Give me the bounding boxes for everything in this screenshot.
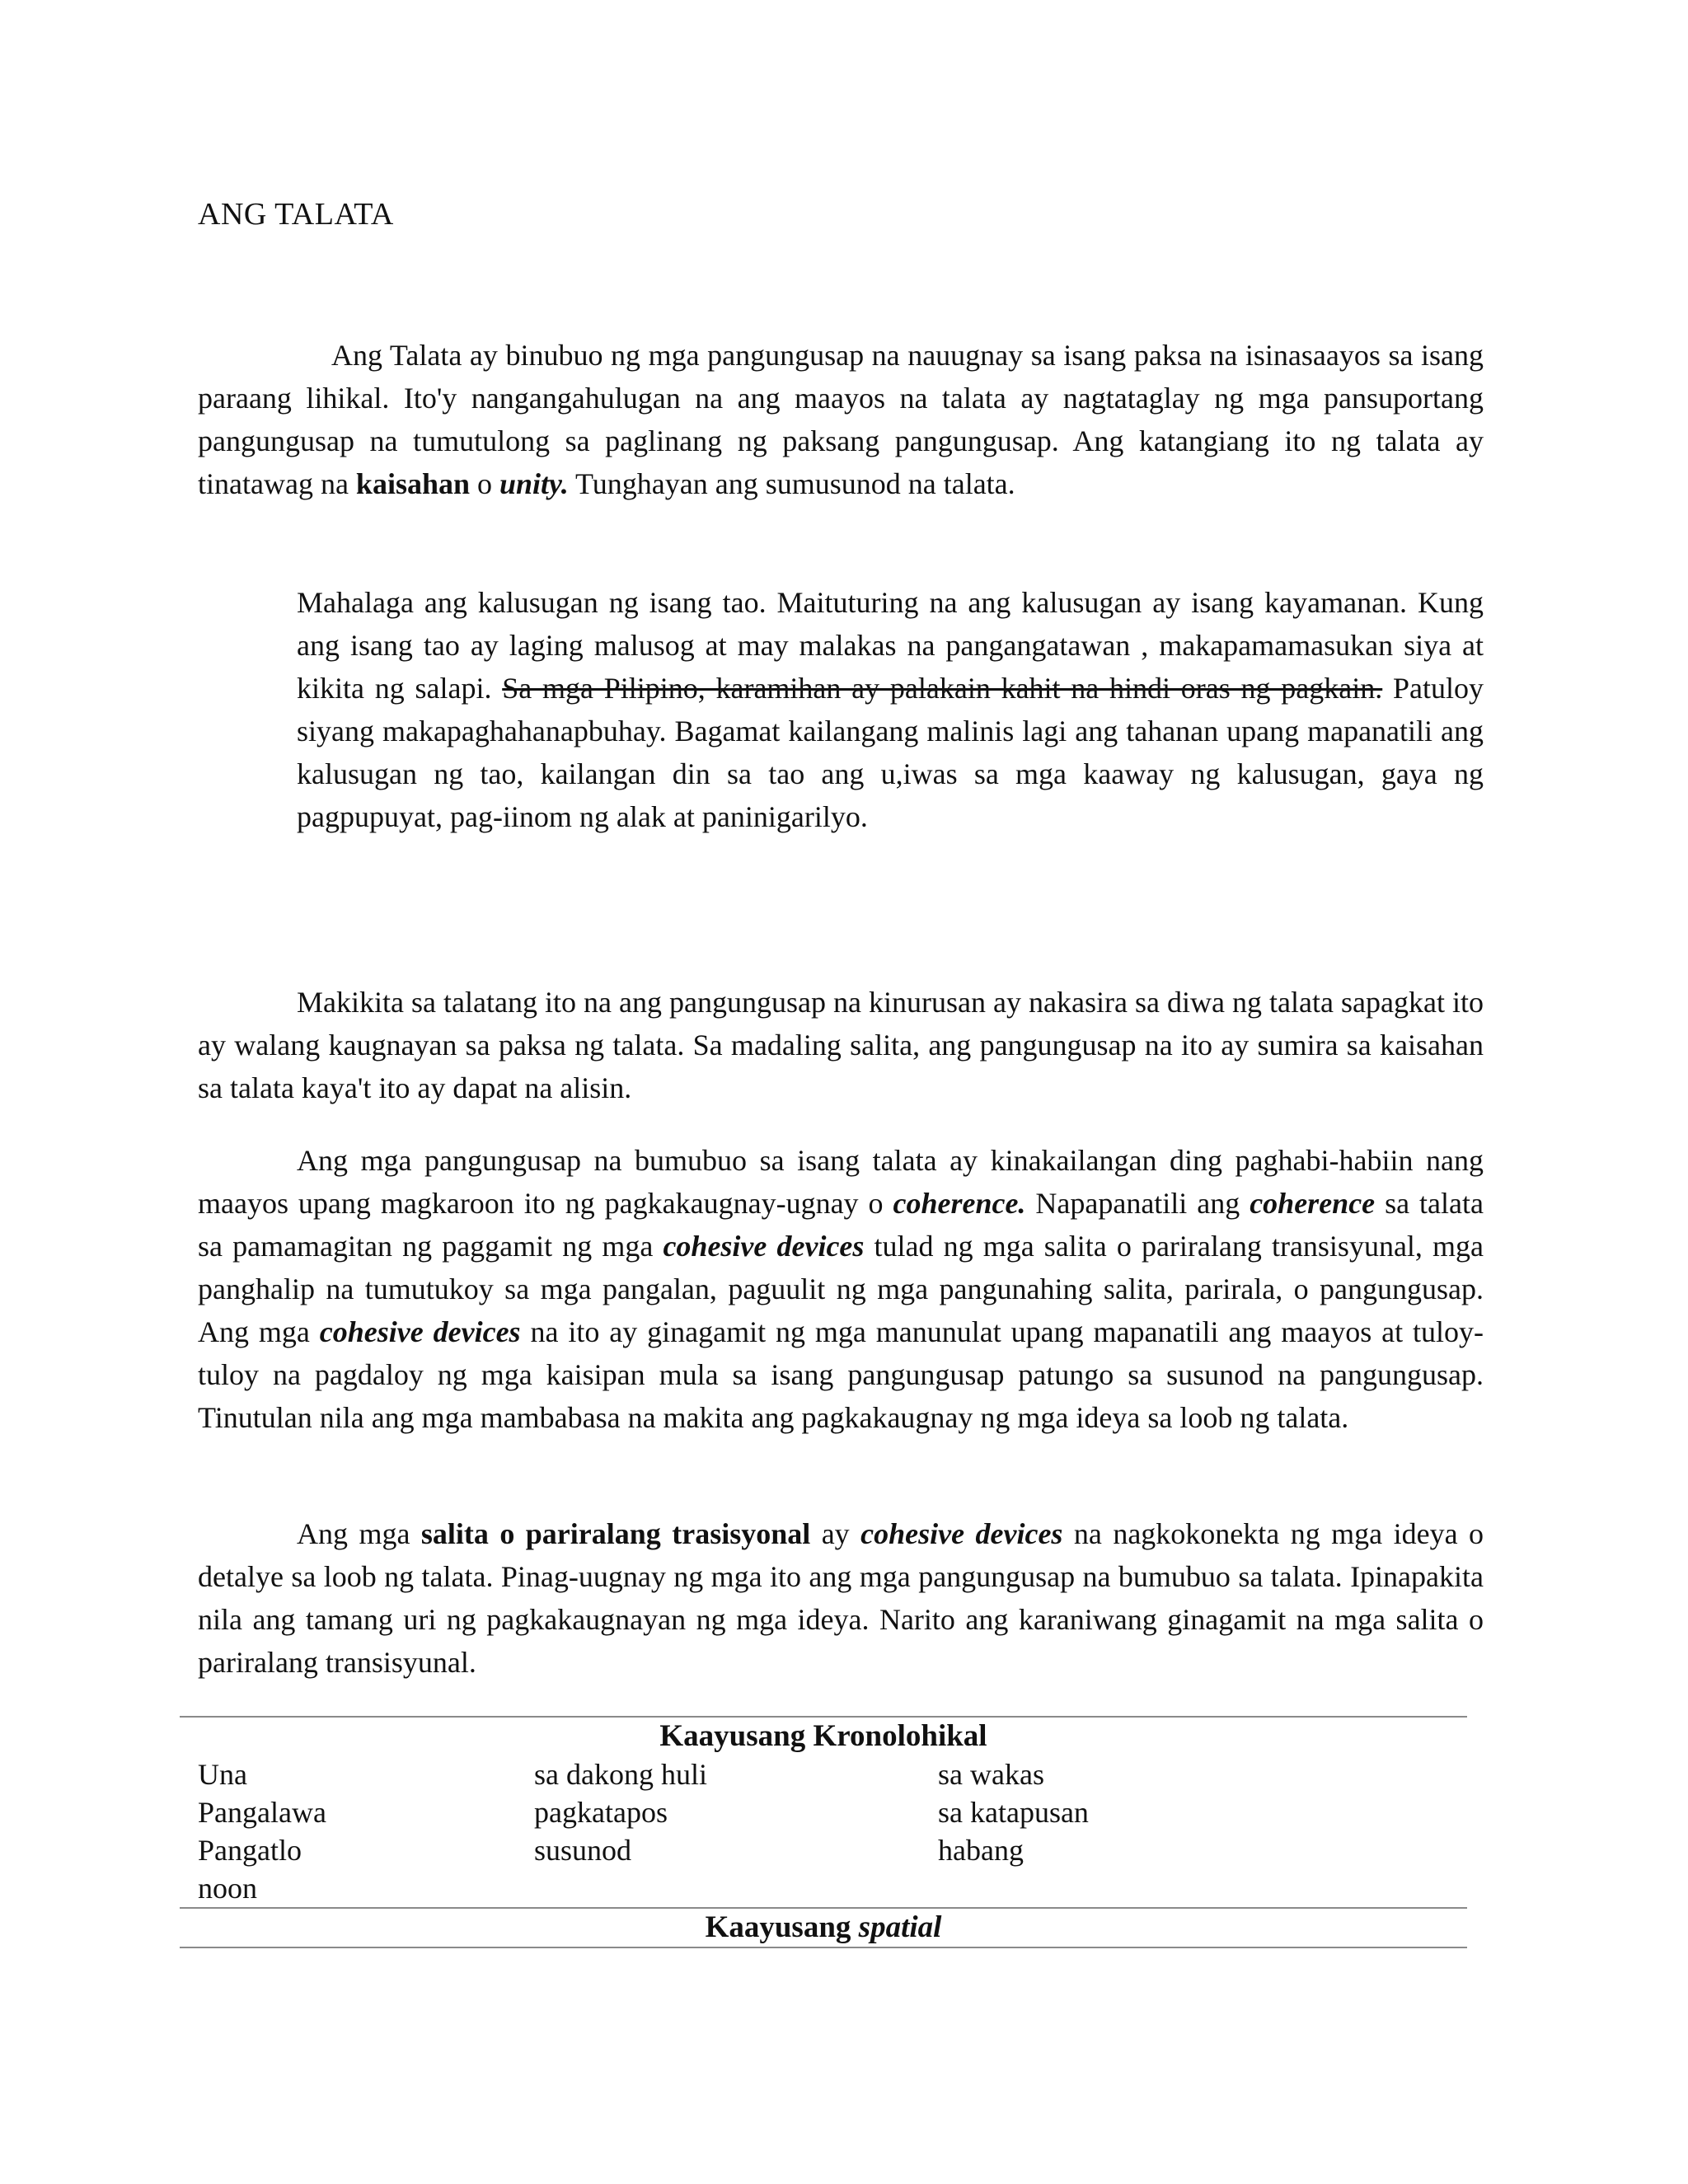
intro-paragraph (198, 334, 1484, 505)
table-row (180, 1831, 1467, 1869)
transitional-words-table (180, 1716, 1467, 1948)
intro-text-end: Tunghayan ang sumusunod na talata. (568, 467, 1015, 500)
analysis-paragraph: Makikita sa talatang ito na ang pangungusap na kinurusan ay nakasira sa diwa ng talata sapagkat ito ay walang kaugnayan sa paksa ng talata. Sa madaling salita, ang pangungusap na ito ay sumira sa kaisahan sa talata kaya't ito ay dapat na alisin. (198, 986, 1484, 1104)
transitional-paragraph (198, 1512, 1484, 1684)
intro-connector: o (470, 467, 499, 500)
coherence-text-2: Napapanatili ang (1025, 1187, 1250, 1220)
cohesive-devices-term-3: cohesive devices (860, 1517, 1063, 1550)
table-cell: susunod (534, 1834, 632, 1867)
table-cell: sa katapusan (938, 1796, 1089, 1829)
intro-text: Ang Talata ay binubuo ng mga pangungusap na nauugnay sa isang paksa na isinasaayos sa isang paraang lihikal. Ito'y nangangahulugan na ang maayos na talata ay nagtataglay ng mga pansuportang pangungusap na tumutulong sa paglinang ng paksang pangungusap. Ang katangiang ito ng talata ay tinatawag na (198, 339, 1484, 500)
table-cell: Pangalawa (198, 1796, 326, 1829)
spatial-header-bold: Kaayusang (705, 1910, 859, 1944)
coherence-text-5: na ito ay ginagamit ng mga manunulat upang mapanatili ang maayos at tuloy-tuloy na pagdaloy ng mga kaisipan mula sa isang pangungusap patungo sa susunod na pangungusap. Tinutulan nila ang mga mambabasa na makita ang pagkakaugnay ng mga ideya sa loob ng talata. (198, 1315, 1484, 1434)
table-cell: habang (938, 1834, 1024, 1867)
coherence-term-2: coherence (1250, 1187, 1376, 1220)
table-cell: sa wakas (938, 1758, 1044, 1791)
transitional-text-2: ay (810, 1517, 861, 1550)
coherence-text: Ang mga pangungusap na bumubuo sa isang talata ay kinakailangan ding paghabi-habiin nang maayos upang magkaroon ito ng pagkakaugnay-ugnay o (198, 1144, 1484, 1220)
example-paragraph (297, 581, 1484, 838)
table-cell: sa dakong huli (534, 1758, 707, 1791)
transitional-term: salita o pariralang trasisyonal (420, 1517, 811, 1550)
table-cell: pagkatapos (534, 1796, 668, 1829)
transitional-text: Ang mga (297, 1517, 421, 1550)
table-row (180, 1755, 1467, 1793)
table-cell: Pangatlo (198, 1834, 302, 1867)
struck-sentence: Sa mga Pilipino, karamihan ay palakain kahit na hindi oras ng pagkain. (502, 672, 1383, 705)
spatial-header-italic: spatial (858, 1910, 942, 1944)
coherence-text-3: sa talata sa pamamagitan ng paggamit ng mga (198, 1187, 1484, 1263)
cohesive-devices-term: cohesive devices (663, 1230, 865, 1263)
page-title: ANG TALATA (198, 197, 394, 232)
table-cell: Una (198, 1758, 247, 1791)
coherence-paragraph (198, 1139, 1484, 1439)
table-bottom-rule (180, 1947, 1467, 1948)
table-row (180, 1869, 1467, 1907)
unity-term: unity. (499, 467, 569, 500)
spatial-header (180, 1909, 1467, 1947)
chronological-header: Kaayusang Kronolohikal (659, 1719, 987, 1753)
coherence-text-4: tulad ng mga salita o pariralang transisyunal, mga panghalip na tumutukoy sa mga pangalan, paguulit ng mga pangunahing salita, parirala, o pangungusap. Ang mga (198, 1230, 1484, 1348)
cohesive-devices-term-2: cohesive devices (319, 1315, 521, 1348)
example-text-end: Patuloy siyang makapaghahanapbuhay. Bagamat kailangang malinis lagi ang tahanan upang mapanatili ang kalusugan ng tao, kailangan din sa tao ang u,iwas sa mga kaaway ng kalusugan, gaya ng pagpupuyat, pag-iinom ng alak at paninigarilyo. (297, 672, 1484, 833)
kaisahan-term: kaisahan (355, 467, 470, 500)
table-row (180, 1793, 1467, 1831)
example-text: Mahalaga ang kalusugan ng isang tao. Maituturing na ang kalusugan ay isang kayamanan. Kung ang isang tao ay laging malusog at may malakas na pangangatawan , makapamamasukan siya at kikita ng salapi. (297, 586, 1484, 705)
table-cell: noon (198, 1872, 257, 1905)
transitional-text-3: na nagkokonekta ng mga ideya o detalye sa loob ng talata. Pinag-uugnay ng mga ito ang mga pangungusap na bumubuo sa talata. Ipinapakita nila ang tamang uri ng pagkakaugnayan ng mga ideya. Narito ang karaniwang ginagamit na mga salita o pariralang transisyunal. (198, 1517, 1484, 1679)
coherence-term: coherence. (893, 1187, 1026, 1220)
